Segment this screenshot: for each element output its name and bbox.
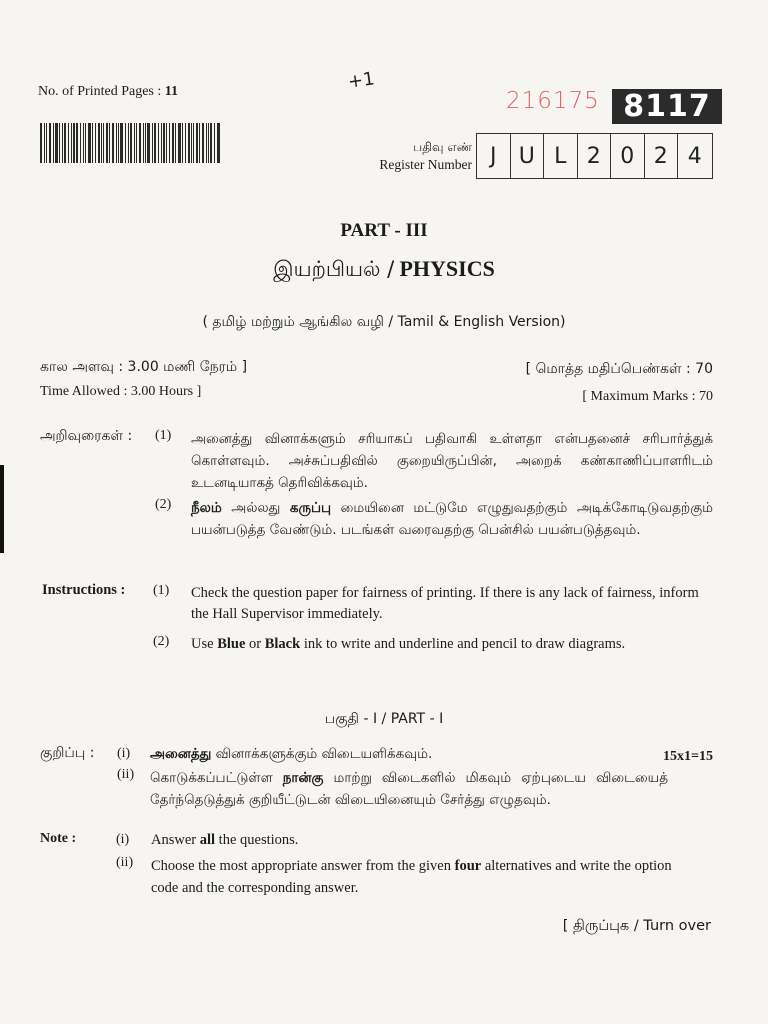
emphasis-black: Black bbox=[264, 636, 301, 652]
emphasis: four bbox=[454, 858, 482, 874]
text-fragment: அல்லது bbox=[221, 500, 290, 516]
note-number: (i) bbox=[116, 832, 130, 847]
text-fragment: Use bbox=[191, 636, 218, 652]
register-digit-box[interactable]: 2 bbox=[645, 134, 679, 178]
version-note: ( தமிழ் மற்றும் ஆங்கில வழி / Tamil & English Version) bbox=[202, 314, 566, 330]
note-text-tamil bbox=[150, 767, 668, 811]
register-digit-box[interactable]: 0 bbox=[611, 134, 645, 178]
subject-english: PHYSICS bbox=[399, 256, 495, 281]
emphasis: நான்கு bbox=[282, 770, 324, 786]
instruction-number: (2) bbox=[155, 497, 172, 512]
part-title: PART - III bbox=[340, 220, 428, 241]
register-digit-box[interactable]: U bbox=[511, 134, 545, 178]
marks-scheme: 15x1=15 bbox=[663, 749, 713, 764]
text-fragment: வினாக்களுக்கும் விடையளிக்கவும். bbox=[211, 746, 433, 762]
text-fragment: the questions. bbox=[215, 832, 299, 848]
time-allowed-tamil: கால அளவு : 3.00 மணி நேரம் ] bbox=[40, 359, 248, 375]
turn-over-note: [ திருப்புக / Turn over bbox=[562, 918, 711, 934]
text-fragment: Answer bbox=[151, 832, 200, 848]
emphasis: all bbox=[199, 832, 216, 848]
note-text-english bbox=[151, 832, 298, 849]
instruction-number: (2) bbox=[153, 634, 170, 649]
register-label-tamil: பதிவு எண் bbox=[413, 140, 472, 154]
time-allowed-english: Time Allowed : 3.00 Hours ] bbox=[40, 384, 202, 399]
text-fragment: மாற்று விடைகளில் மிகவும் ஏற்புடைய விடையைத் தேர்ந்தெடுத்துக் குறியீட்டுடன் விடையினையும் சேர்த்து எழுதவும். bbox=[150, 770, 668, 808]
section-title: பகுதி - I / PART - I bbox=[324, 711, 444, 727]
text-fragment: alternatives and write the option code and the corresponding answer. bbox=[151, 858, 672, 896]
note-text-tamil bbox=[150, 746, 432, 764]
emphasis-blue: நீலம் bbox=[191, 500, 222, 516]
text-fragment: கொடுக்கப்பட்டுள்ள bbox=[150, 770, 283, 786]
note-text-english bbox=[151, 855, 681, 899]
register-label-english: Register Number bbox=[379, 157, 472, 172]
register-digit-box[interactable]: L bbox=[544, 134, 578, 178]
emphasis-blue: Blue bbox=[217, 636, 246, 652]
printed-pages-value: 11 bbox=[164, 84, 178, 99]
register-digit-box[interactable]: 4 bbox=[687, 143, 702, 169]
text-fragment: Choose the most appropriate answer from the given bbox=[151, 858, 455, 874]
handwritten-mark: +1 bbox=[346, 68, 376, 93]
text-fragment: மையினை மட்டுமே எழுதுவதற்கும் அடிக்கோடிடுவதற்கும் பயன்படுத்த வேண்டும். படங்கள் வரைவதற்கு பென்சில் பயன்படுத்தவும். bbox=[191, 500, 713, 538]
register-number-label bbox=[358, 138, 472, 174]
instruction-text-tamil: அனைத்து வினாக்களும் சரியாகப் பதிவாகி உள்ளதா என்பதனைச் சரிபார்த்துக் கொள்ளவும். அச்சுப்பதிவில் குறையிருப்பின், அறைக் கண்காணிப்பாளரிடம் உடனடியாகத் தெரிவிக்கவும். bbox=[191, 431, 713, 491]
text-fragment: or bbox=[245, 636, 265, 652]
text-fragment: ink to write and underline and pencil to draw diagrams. bbox=[300, 636, 626, 652]
note-number: (ii) bbox=[117, 767, 135, 782]
register-number-boxes[interactable] bbox=[476, 133, 713, 179]
printed-pages-label: No. of Printed Pages : bbox=[38, 84, 162, 99]
emphasis: அனைத்து bbox=[150, 746, 212, 762]
serial-number: 216175 bbox=[506, 88, 600, 114]
paper-code-badge: 8117 bbox=[612, 89, 722, 124]
barcode bbox=[40, 123, 240, 163]
instruction-text-english: Check the question paper for fairness of printing. If there is any lack of fairness, inform the Hall Supervisor immediately. bbox=[191, 585, 699, 622]
instruction-number: (1) bbox=[153, 583, 170, 598]
note-number: (i) bbox=[117, 746, 131, 761]
instruction-number: (1) bbox=[155, 428, 172, 443]
max-marks-tamil: [ மொத்த மதிப்பெண்கள் : 70 bbox=[525, 361, 713, 377]
instructions-tamil-label: அறிவுரைகள் : bbox=[40, 428, 133, 444]
emphasis-black: கருப்பு bbox=[289, 500, 332, 516]
note-tamil-label: குறிப்பு : bbox=[40, 745, 95, 761]
scan-edge-mark bbox=[0, 465, 4, 553]
instruction-text-english bbox=[191, 634, 716, 655]
subject-tamil: இயற்பியல் / bbox=[273, 257, 395, 281]
max-marks-english: [ Maximum Marks : 70 bbox=[582, 389, 713, 404]
note-number: (ii) bbox=[116, 855, 134, 870]
printed-pages bbox=[38, 84, 178, 100]
instruction-text-tamil bbox=[191, 497, 713, 541]
subject-title bbox=[0, 256, 768, 284]
note-english-label: Note : bbox=[40, 831, 77, 846]
instructions-english-label: Instructions : bbox=[42, 582, 126, 598]
register-digit-box[interactable]: 2 bbox=[578, 134, 612, 178]
register-digit-box[interactable]: J bbox=[477, 134, 511, 178]
